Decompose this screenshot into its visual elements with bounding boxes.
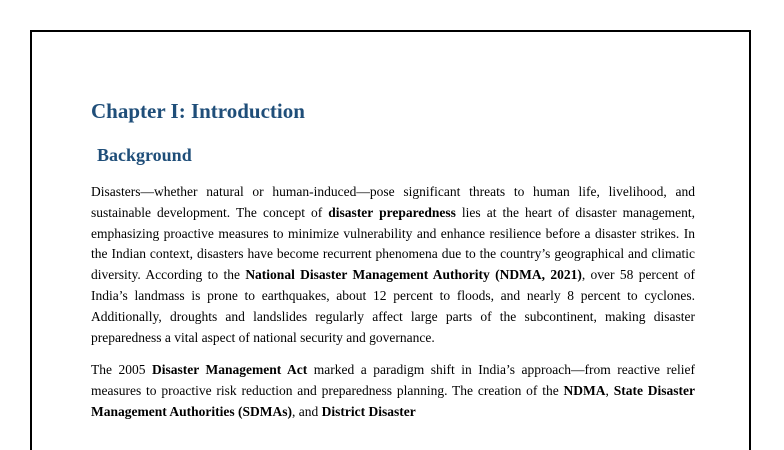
text-run: marked a paradigm shift in India’s approach—from reactive relief measures to proactive risk reduction and preparedness planning. The creation of the [91, 362, 695, 399]
bold-term: Disaster Management Act [152, 362, 308, 378]
text-run: , over 58 percent of India’s landmass is prone to earthquakes, about 12 percent to floods, and nearly 8 percent to cyclones. Additionally, droughts and landslides regularly affect large parts of the subcontinent, making disaster preparedness a vital aspect of national security and governance. [91, 267, 695, 345]
bold-term: National Disaster Management Authority (NDMA, 2021) [245, 267, 582, 283]
chapter-title: Chapter I: Introduction [91, 99, 305, 123]
bold-term: disaster preparedness [328, 204, 456, 220]
text-run: Disasters—whether natural or human-induced—pose significant threats to human life, livelihood, and sustainable development. The concept of [91, 184, 695, 220]
document-page [30, 30, 751, 450]
text-run: lies at the heart of disaster management, emphasizing proactive measures to minimize vulnerability and enhance resilience before a disaster strikes. In the Indian context, disasters have become recurrent phenomena due to the country’s geographical and climatic diversity. According to the [91, 204, 695, 283]
text-run: The 2005 [91, 362, 153, 378]
bold-term: District Disaster [321, 403, 416, 419]
paragraph-background-2 [91, 360, 695, 422]
bold-term: NDMA [563, 383, 606, 399]
document-content [91, 98, 695, 423]
bold-term: State Disaster Management Authorities (SDMAs) [91, 383, 696, 419]
section-title: Background [97, 145, 192, 165]
text-run: , and [291, 403, 322, 419]
paragraph-background-1 [91, 182, 695, 348]
text-run: , [605, 383, 614, 399]
